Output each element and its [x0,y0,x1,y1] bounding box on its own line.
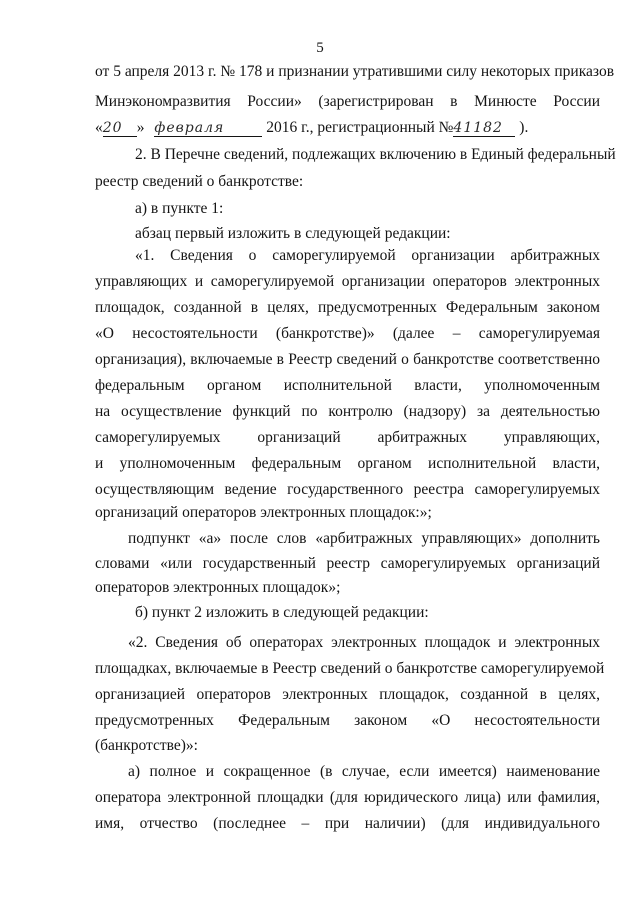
open-quote: « [95,119,103,136]
text-line: «1. Сведения о саморегулируемой организации арбитражных [135,247,600,264]
page-number: 5 [316,40,324,56]
text-line: операторов электронных площадок»; [95,579,341,596]
text-line: предусмотренных Федеральным законом «О несостоятельности [95,712,600,729]
text-line: саморегулируемых организаций арбитражных управляющих, [95,429,600,446]
text-line: управляющих и саморегулируемой организации операторов электронных [95,273,600,290]
text-line: оператора электронной площадки (для юридического лица) или фамилия, [95,789,600,806]
text-line: б) пункт 2 изложить в следующей редакции: [135,604,429,621]
close-quote: » [136,119,145,136]
text-line: площадок, созданной в целях, предусмотренных Федеральным законом [95,299,600,316]
text-line: и уполномоченным федеральным органом исполнительной власти, [95,455,600,472]
handwritten-month: февраля [154,121,262,137]
text-line: на осуществление функций по контролю (надзору) за деятельностью [95,403,600,420]
text-line: Минэкономразвития России» (зарегистрирован в Минюсте России [95,93,600,110]
text-line: федеральным органом исполнительной власти, уполномоченным [95,377,600,394]
handwritten-reg-number: 41182 [453,121,515,137]
text-line: подпункт «а» после слов «арбитражных управляющих» дополнить [128,530,600,547]
text-line: а) полное и сокращенное (в случае, если имеется) наименование [128,763,600,780]
text-line: организация), включаемые в Реестр сведений о банкротстве соответственно [95,351,600,368]
text-line: «О несостоятельности (банкротстве)» (далее – саморегулируемая [95,325,600,342]
registration-line [95,118,600,138]
text-line: (банкротстве)»: [95,737,198,754]
text-line: организацией операторов электронных площадок, созданной в целях, [95,686,600,703]
text-line: организаций операторов электронных площадок:»; [95,504,432,521]
text-line: 2. В Перечне сведений, подлежащих включению в Единый федеральный [135,146,616,163]
text-line: осуществляющим ведение государственного реестра саморегулируемых [95,481,600,498]
registration-text: 2016 г., регистрационный № [266,119,454,136]
text-line: имя, отчество (последнее – при наличии) (для индивидуального [95,815,600,832]
text-line: реестр сведений о банкротстве: [95,173,304,190]
text-line: площадках, включаемые в Реестр сведений о банкротстве саморегулируемой [95,660,605,677]
text-line: а) в пункте 1: [135,200,224,217]
handwritten-day: 20 [103,121,137,137]
text-line: абзац первый изложить в следующей редакции: [135,225,451,242]
text-line: словами «или государственный реестр саморегулируемых организаций [95,555,600,572]
text-line: «2. Сведения об операторах электронных площадок и электронных [128,634,600,651]
registration-end: ). [519,119,529,136]
text-line: от 5 апреля 2013 г. № 178 и признании утратившими силу некоторых приказов [95,63,615,80]
